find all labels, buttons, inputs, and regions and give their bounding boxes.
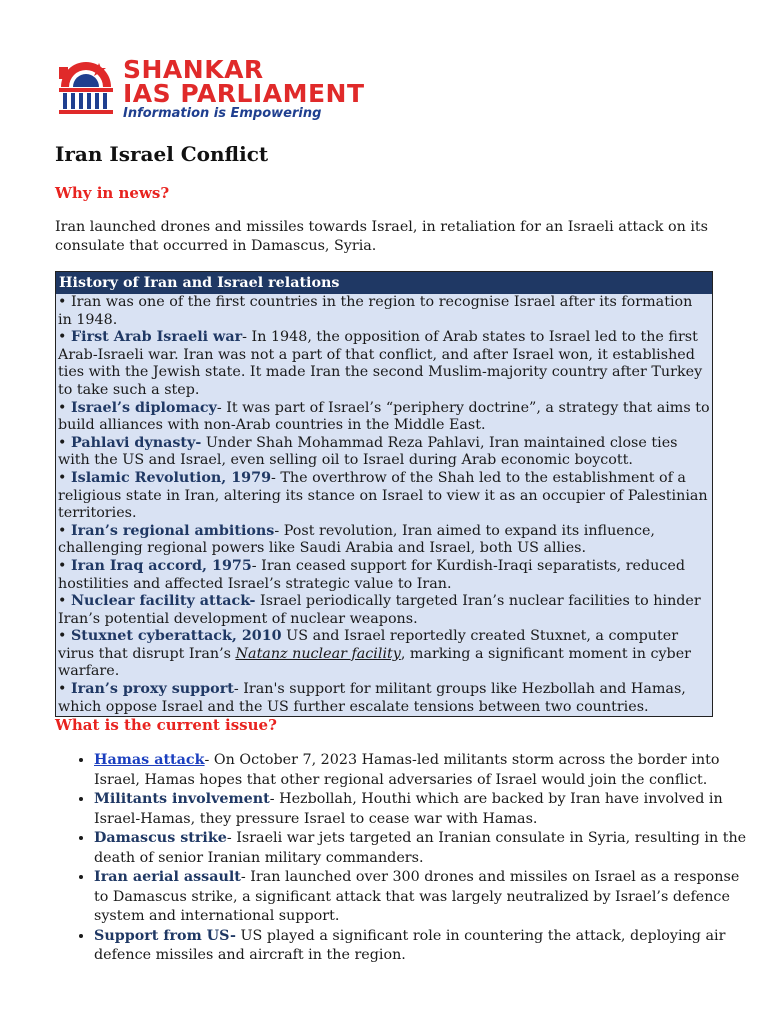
bullet: • xyxy=(58,469,71,486)
bullet: • xyxy=(58,294,71,310)
history-item xyxy=(58,435,710,470)
history-item-label: Pahlavi dynasty- xyxy=(70,434,202,451)
history-item xyxy=(58,558,710,593)
history-box xyxy=(55,271,713,717)
history-item xyxy=(58,470,710,523)
list-item-label: Support from US- xyxy=(94,927,236,944)
history-item xyxy=(58,593,710,628)
list-item-label: Militants involvement xyxy=(94,791,270,807)
bullet: • xyxy=(58,681,71,698)
list-item xyxy=(94,829,754,868)
list-item-text: - Hezbollah, Houthi which are backed by Iran have involved in Israel-Hamas, they pressure Israel to cease war with Hamas. xyxy=(94,791,723,827)
list-item xyxy=(94,868,754,927)
history-item xyxy=(58,294,710,329)
history-item-text: - The overthrow of the Shah led to the establishment of a religious state in Iran, altering its stance on Israel to view it as an occupier of Palestinian territories. xyxy=(58,469,708,522)
intro-paragraph: Iran launched drones and missiles towards Israel, in retaliation for an Israeli attack on its consulate that occurred in Damascus, Syria. xyxy=(55,219,709,254)
history-item-label: Israel’s diplomacy xyxy=(70,399,217,416)
history-item-label: Iran Iraq accord, 1975 xyxy=(70,557,252,574)
list-item xyxy=(94,751,754,790)
history-item-label: Iran’s regional ambitions xyxy=(70,522,275,539)
issues-list xyxy=(55,751,754,966)
page-title: Iran Israel Conflict xyxy=(55,142,269,166)
bullet: • xyxy=(58,628,71,645)
bullet: • xyxy=(58,522,71,539)
history-item-label: Nuclear facility attack- xyxy=(70,593,256,610)
history-item xyxy=(58,523,710,558)
brand-logo xyxy=(55,55,395,125)
list-item-text: - Iran launched over 300 drones and missiles on Israel as a response to Damascus strike, a significant attack that was largely neutralized by Israel’s defence system and international support. xyxy=(94,869,740,924)
list-item-text: - Israeli war jets targeted an Iranian consulate in Syria, resulting in the death of senior Iranian military commanders. xyxy=(94,830,747,866)
hamas-attack-link[interactable]: Hamas attack xyxy=(94,752,205,768)
why-in-news-heading: Why in news? xyxy=(55,184,170,202)
logo-tagline: Information is Empowering xyxy=(123,106,322,121)
list-item-text: US played a significant role in countering the attack, deploying air defence missiles and aircraft in the region. xyxy=(94,927,726,963)
bullet: • xyxy=(58,329,71,346)
history-item-stuxnet xyxy=(58,628,710,681)
history-item xyxy=(58,329,710,399)
bullet: • xyxy=(58,399,71,416)
history-item-text: US and Israel reportedly created Stuxnet, a computer virus that disrupt Iran’s xyxy=(58,628,679,662)
list-item xyxy=(94,927,754,966)
current-issue-heading: What is the current issue? xyxy=(55,716,277,734)
logo-text-line1: SHANKAR xyxy=(123,55,264,84)
history-heading: History of Iran and Israel relations xyxy=(56,272,712,294)
parliament-emblem-icon xyxy=(55,57,117,119)
history-item-label: First Arab Israeli war xyxy=(70,329,243,346)
logo-text-line2: IAS PARLIAMENT xyxy=(123,79,365,108)
history-item-text: - Post revolution, Iran aimed to expand its influence, challenging regional powers like Saudi Arabia and Israel, both US allies. xyxy=(58,522,655,557)
history-item-text: Iran was one of the first countries in the region to recognise Israel after its formation in 1948. xyxy=(58,294,693,328)
list-item-label: Iran aerial assault xyxy=(94,869,241,885)
history-item-proxy xyxy=(58,681,710,716)
bullet: • xyxy=(58,434,71,451)
history-item-label: Stuxnet cyberattack, 2010 xyxy=(70,628,282,645)
history-item-text: Under Shah Mohammad Reza Pahlavi, Iran maintained close ties with the US and Israel, even selling oil to Israel during Arab economic boycott. xyxy=(58,434,678,469)
bullet: • xyxy=(58,557,71,574)
list-item-label: Damascus strike xyxy=(94,830,227,846)
list-item-text: - On October 7, 2023 Hamas-led militants storm across the border into Israel, Hamas hopes that other regional adversaries of Israel would join the conflict. xyxy=(94,752,720,788)
history-item-text: - Iran's support for militant groups like Hezbollah and Hamas, which oppose Israel and the US further escalate tensions between two countries. xyxy=(58,681,686,715)
history-item-text: - Iran ceased support for Kurdish-Iraqi separatists, reduced hostilities and affected Israel’s strategic value to Iran. xyxy=(58,557,685,592)
history-item xyxy=(58,400,710,435)
history-item-text: Israel periodically targeted Iran’s nuclear facilities to hinder Iran’s potential development of nuclear weapons. xyxy=(58,593,701,627)
natanz-facility-text: Natanz nuclear facility xyxy=(235,645,401,662)
history-item-text: , marking a significant moment in cyber warfare. xyxy=(58,645,691,680)
list-item xyxy=(94,790,754,829)
history-item-label: Islamic Revolution, 1979 xyxy=(70,469,272,486)
history-item-text: - In 1948, the opposition of Arab states to Israel led to the first Arab-Israeli war. Iran was not a part of that conflict, and after Israel won, it established ties with the Jewish state. It made Iran the second Muslim-majority country after Turkey to take such a step. xyxy=(58,329,703,398)
history-item-text: - It was part of Israel’s “periphery doctrine”, a strategy that aims to build alliances with non-Arab countries in the Middle East. xyxy=(58,399,710,434)
history-item-label: Iran’s proxy support xyxy=(70,681,234,698)
history-body xyxy=(56,294,712,716)
bullet: • xyxy=(58,593,71,610)
